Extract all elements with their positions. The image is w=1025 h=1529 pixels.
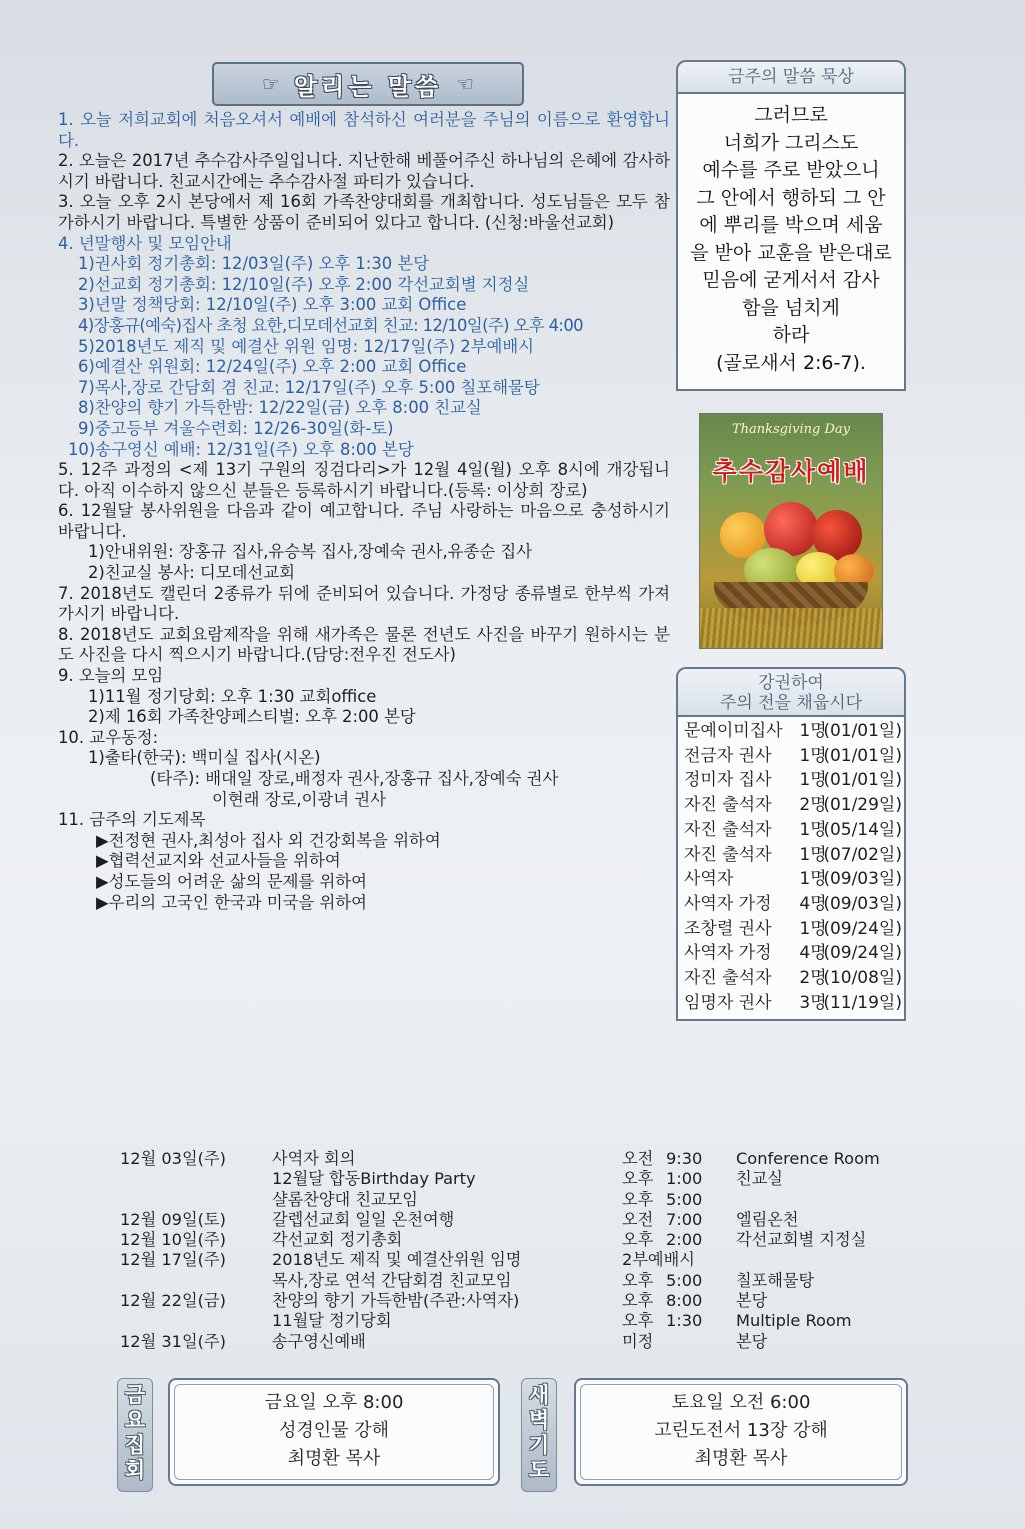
schedule-ampm: 오후: [622, 1230, 654, 1250]
announcement-1: 1. 오늘 저희교회에 처음오셔서 예배에 참석하신 여러분을 주님의 이름으로 환영합니다.: [58, 110, 670, 150]
verse-line: 그 안에서 행하되 그 안: [696, 186, 886, 209]
label-char: 집: [124, 1433, 146, 1457]
schedule-place: 엘림온천: [736, 1209, 799, 1229]
schedule-row: [120, 1190, 910, 1210]
announcement-3: 3. 오늘 오후 2시 본당에서 제 16회 가족찬양대회를 개최합니다. 성도님들은 모두 참가하시기 바랍니다. 특별한 상품이 준비되어 있다고 합니다. (신청:바울선교회): [58, 192, 670, 232]
pointing-hand-left-icon: ☜: [456, 72, 475, 96]
list-item: ▶협력선교지와 선교사들을 위하여: [96, 851, 341, 871]
dawn-time: 토요일 오전 6:00: [671, 1392, 811, 1413]
list-item: 2)제 16회 가족찬양페스티벌: 오후 2:00 본당: [88, 707, 416, 727]
schedule-ampm: 2부예배시: [622, 1250, 695, 1270]
attendance-count: 2명: [799, 795, 827, 816]
attendance-name: 임명자 권사: [684, 992, 772, 1013]
attendance-row: [684, 917, 902, 942]
attendance-row: [684, 744, 902, 769]
attendance-name: 조창렬 권사: [684, 918, 772, 939]
schedule-date: [120, 1311, 272, 1331]
verse-line: 에 뿌리를 박으며 세움: [699, 214, 883, 236]
attendance-date: (10/08일): [823, 968, 902, 989]
schedule-place: 본당: [736, 1331, 768, 1351]
schedule-row: [120, 1210, 910, 1230]
schedule-time: 7:00: [666, 1209, 703, 1229]
attendance-name: 문예이미집사: [684, 721, 783, 741]
schedule-row: [120, 1271, 910, 1291]
announcements-title: 알리는 말씀: [293, 72, 443, 101]
list-item: 2)친교실 봉사: 디모데선교회: [88, 563, 295, 583]
attendance-row: [684, 843, 902, 868]
list-item: 1)권사회 정기총회: 12/03일(주) 오후 1:30 본당: [78, 254, 430, 274]
meditation-verse: [676, 92, 906, 391]
verse-line: 함을 넘치게: [742, 296, 840, 319]
attendance-date: (11/19일): [823, 992, 902, 1013]
attendance-row: [684, 991, 902, 1016]
schedule-time: 5:00: [666, 1189, 703, 1209]
travel-other-states: (타주): 배대일 장로,배정자 권사,장홍규 집사,장예숙 권사: [150, 769, 559, 788]
schedule-row: [120, 1230, 910, 1250]
label-char: 금: [124, 1383, 146, 1407]
verse-line: 을 받아 교훈을 받은대로: [690, 241, 892, 264]
schedule-event: 2018년도 제직 및 예결산위원 임명: [272, 1250, 522, 1270]
attendance-row: [684, 892, 902, 917]
schedule-place: Conference Room: [736, 1149, 880, 1168]
schedule-place: Multiple Room: [736, 1311, 852, 1331]
verse-line: 믿음에 굳게서서 감사: [702, 269, 880, 291]
attendance-row: [684, 818, 902, 843]
attendance-count: 1명: [799, 918, 827, 939]
attendance-header-line: 강권하여: [758, 673, 824, 693]
wheat-field-icon: [700, 608, 882, 648]
right-column: [676, 60, 906, 1021]
dawn-speaker: 최명환 목사: [694, 1448, 788, 1469]
label-char: 기: [528, 1433, 550, 1457]
friday-time: 금요일 오후 8:00: [264, 1392, 404, 1413]
schedule-date: [120, 1190, 272, 1210]
attendance-name: 전금자 권사: [684, 745, 772, 766]
schedule-row: [120, 1169, 910, 1189]
schedule-event: 갈렙선교회 일일 온천여행: [272, 1209, 455, 1229]
schedule-ampm: 오후: [622, 1291, 654, 1311]
attendance-row: [684, 867, 902, 892]
friday-speaker: 최명환 목사: [287, 1448, 381, 1469]
attendance-count: 4명: [799, 943, 827, 964]
schedule-event: 샬롬찬양대 친교모임: [272, 1189, 418, 1209]
schedule-place: 각선교회별 지정실: [736, 1230, 867, 1250]
attendance-name: 자진 출석자: [684, 844, 772, 865]
label-char: 회: [124, 1458, 146, 1482]
attendance-name: 사역자: [684, 869, 734, 890]
thanksgiving-en-title: Thanksgiving Day: [731, 422, 851, 437]
friday-meeting-label: [117, 1378, 153, 1492]
announcement-7: 7. 2018년도 캘린더 2종류가 뒤에 준비되어 있습니다. 가정당 종류별로 한부씩 가져가시기 바랍니다.: [58, 583, 670, 624]
schedule-date: 12월 10일(주): [120, 1230, 226, 1250]
schedule-event: 12월달 합동Birthday Party: [272, 1169, 476, 1189]
travel-other-states-cont: 이현래 장로,이광녀 권사: [212, 789, 386, 809]
schedule-time: 5:00: [666, 1270, 703, 1290]
list-item: 4)장홍규(예숙)집사 초청 요한,디모데선교회 친교: 12/10일(주) 오후 4:00: [78, 315, 584, 335]
schedule-ampm: 오전: [622, 1209, 654, 1229]
attendance-header-line: 주의 전을 채웁시다: [719, 693, 863, 713]
attendance-date: (01/01일): [823, 721, 902, 741]
announcements-title-banner: [212, 62, 524, 106]
attendance-row: [684, 793, 902, 818]
prayer-list: [58, 831, 670, 913]
schedule-event: 목사,장로 연석 간담회겸 친교모임: [272, 1270, 512, 1290]
list-item: 3)년말 정책당회: 12/10일(주) 오후 3:00 교회 Office: [78, 295, 467, 315]
schedule-ampm: 오후: [622, 1169, 654, 1189]
schedule-row: [120, 1291, 910, 1311]
list-item: 7)목사,장로 간담회 겸 친교: 12/17일(주) 오후 5:00 칠포해물탕: [78, 377, 540, 397]
schedule-date: 12월 31일(주): [120, 1331, 226, 1351]
verse-line: 하라: [772, 324, 810, 346]
announcement-6: 6. 12월달 봉사위원을 다음과 같이 예고합니다. 주님 사랑하는 마음으로 충성하시기 바랍니다.: [58, 501, 670, 541]
schedule-date: [120, 1169, 272, 1189]
announcement-11-title: 11. 금주의 기도제목: [58, 810, 206, 830]
attendance-date: (01/29일): [823, 795, 902, 816]
schedule-ampm: 오후: [622, 1311, 654, 1331]
attendance-date: (09/24일): [823, 918, 902, 939]
attendance-date: (07/02일): [823, 844, 902, 865]
attendance-count: 1명: [799, 869, 827, 890]
attendance-date: (09/24일): [823, 943, 902, 964]
list-item: 10)송구영신 예배: 12/31일(주) 오후 8:00 본당: [68, 439, 414, 459]
label-char: 벽: [528, 1408, 550, 1432]
attendance-count: 1명: [799, 745, 827, 766]
schedule-place: [806, 1250, 910, 1270]
friday-topic: 성경인물 강해: [278, 1420, 390, 1441]
attendance-section: [676, 667, 906, 1021]
attendance-header: [676, 667, 906, 715]
meditation-header: 금주의 말씀 묵상: [676, 60, 906, 92]
attendance-count: 4명: [799, 893, 827, 914]
schedule-row: [120, 1250, 910, 1270]
list-item: 1)11월 정기당회: 오후 1:30 교회office: [88, 686, 377, 706]
schedule-row: [120, 1311, 910, 1331]
list-item: 1)안내위원: 장홍규 집사,유승복 집사,장예숙 권사,유종순 집사: [88, 542, 533, 562]
dawn-prayer-box: [574, 1378, 908, 1486]
attendance-row: [684, 719, 902, 744]
monthly-schedule: [120, 1149, 910, 1352]
dawn-prayer-label: [521, 1378, 557, 1492]
thanksgiving-ko-title: 추수감사예배: [712, 457, 870, 486]
attendance-name: 사역자 가정: [684, 893, 772, 914]
attendance-row: [684, 768, 902, 793]
schedule-event: 11월달 정기당회: [272, 1311, 392, 1331]
schedule-time: 1:00: [666, 1169, 703, 1189]
attendance-count: 1명: [799, 844, 827, 865]
announcements-body: [58, 110, 670, 913]
attendance-name: 사역자 가정: [684, 943, 772, 964]
attendance-date: (01/01일): [823, 745, 902, 766]
attendance-name: 자진 출석자: [684, 795, 772, 816]
verse-line: 예수를 주로 받았으니: [702, 159, 880, 181]
label-char: 요: [124, 1408, 146, 1432]
attendance-date: (05/14일): [823, 819, 902, 840]
attendance-row: [684, 941, 902, 966]
attendance-count: 2명: [799, 968, 827, 989]
attendance-name: 자진 출석자: [684, 819, 772, 840]
schedule-time: 8:00: [666, 1291, 703, 1311]
schedule-place: 친교실: [736, 1169, 783, 1189]
schedule-time: [666, 1332, 736, 1352]
schedule-place: 본당: [736, 1291, 768, 1311]
schedule-date: 12월 22일(금): [120, 1291, 226, 1311]
schedule-date: 12월 03일(주): [120, 1149, 226, 1168]
verse-line: 그러므로: [754, 104, 828, 126]
schedule-ampm: 오후: [622, 1189, 654, 1209]
meetings-list: [58, 687, 670, 728]
schedule-event: 찬양의 향기 가득한밤(주관:사역자): [272, 1291, 520, 1311]
thanksgiving-image: [699, 413, 883, 649]
schedule-time: [736, 1250, 806, 1270]
label-char: 새: [528, 1383, 550, 1407]
attendance-count: 3명: [799, 992, 827, 1013]
announcement-10-title: 10. 교우동정:: [58, 727, 159, 747]
pointing-hand-right-icon: ☞: [261, 72, 280, 96]
schedule-place: 칠포해물탕: [736, 1270, 815, 1290]
schedule-place: [736, 1190, 910, 1210]
attendance-name: 정미자 집사: [684, 770, 772, 791]
list-item: ▶우리의 고국인 한국과 미국을 위하여: [96, 892, 367, 912]
friday-meeting-box: [168, 1378, 500, 1486]
attendance-list: [676, 715, 906, 1021]
attendance-date: (09/03일): [823, 893, 902, 914]
schedule-time: 9:30: [666, 1149, 703, 1168]
travel-korea: 1)출타(한국): 백미실 집사(시온): [88, 748, 321, 768]
schedule-row: [120, 1149, 910, 1169]
schedule-date: [120, 1271, 272, 1291]
schedule-event: 송구영신예배: [272, 1331, 366, 1351]
list-item: ▶성도들의 어려운 삶의 문제를 위하여: [96, 871, 367, 891]
attendance-count: 1명: [799, 819, 827, 840]
schedule-event: 각선교회 정기총회: [272, 1230, 403, 1250]
year-end-events-list: [58, 254, 670, 460]
schedule-ampm: 미정: [622, 1331, 654, 1351]
attendance-name: 자진 출석자: [684, 968, 772, 989]
announcement-2: 2. 오늘은 2017년 추수감사주일입니다. 지난한해 베풀어주신 하나님의 은혜에 감사하시기 바랍니다. 친교시간에는 추수감사절 파티가 있습니다.: [58, 151, 670, 191]
verse-line: 너희가 그리스도: [723, 131, 859, 154]
attendance-date: (09/03일): [823, 869, 902, 890]
announcement-8: 8. 2018년도 교회요람제작을 위해 새가족은 물론 전년도 사진을 바꾸기 원하시는 분도 사진을 다시 찍으시기 바랍니다.(담당:전우진 전도사): [58, 624, 670, 665]
list-item: 5)2018년도 제직 및 예결산 위원 임명: 12/17일(주) 2부예배시: [78, 336, 534, 356]
schedule-row: [120, 1332, 910, 1352]
attendance-row: [684, 966, 902, 991]
schedule-date: 12월 17일(주): [120, 1250, 226, 1270]
attendance-count: 1명: [799, 770, 827, 791]
schedule-ampm: 오전: [622, 1149, 654, 1168]
list-item: ▶전정현 권사,최성아 집사 외 건강회복을 위하여: [96, 830, 441, 850]
attendance-date: (01/01일): [823, 770, 902, 791]
announcement-5: 5. 12주 과정의 <제 13기 구원의 징검다리>가 12월 4일(월) 오후 8시에 개강됩니다. 아직 이수하지 않으신 분들은 등록하시기 바랍니다.(등록: 이상희 장로): [58, 460, 670, 500]
list-item: 2)선교회 정기총회: 12/10일(주) 오후 2:00 각선교회별 지정실: [78, 274, 530, 294]
verse-reference: (골로새서 2:6-7).: [716, 351, 866, 374]
volunteers-list: [58, 542, 670, 583]
announcement-9-title: 9. 오늘의 모임: [58, 666, 164, 686]
list-item: 8)찬양의 향기 가득한밤: 12/22일(금) 오후 8:00 친교실: [78, 398, 482, 418]
schedule-time: 1:30: [666, 1311, 703, 1331]
label-char: 도: [528, 1458, 550, 1482]
schedule-date: 12월 09일(토): [120, 1209, 226, 1229]
dawn-topic: 고린도전서 13장 강해: [654, 1420, 828, 1441]
attendance-count: 1명: [799, 721, 827, 741]
schedule-ampm: 오후: [622, 1270, 654, 1290]
announcement-4-title: 4. 년말행사 및 모임안내: [58, 233, 232, 253]
list-item: 6)예결산 위원회: 12/24일(주) 오후 2:00 교회 Office: [78, 357, 467, 377]
schedule-time: 2:00: [666, 1230, 703, 1250]
schedule-event: 사역자 회의: [272, 1149, 356, 1168]
list-item: 9)중고등부 겨울수련회: 12/26-30일(화-토): [78, 418, 394, 438]
